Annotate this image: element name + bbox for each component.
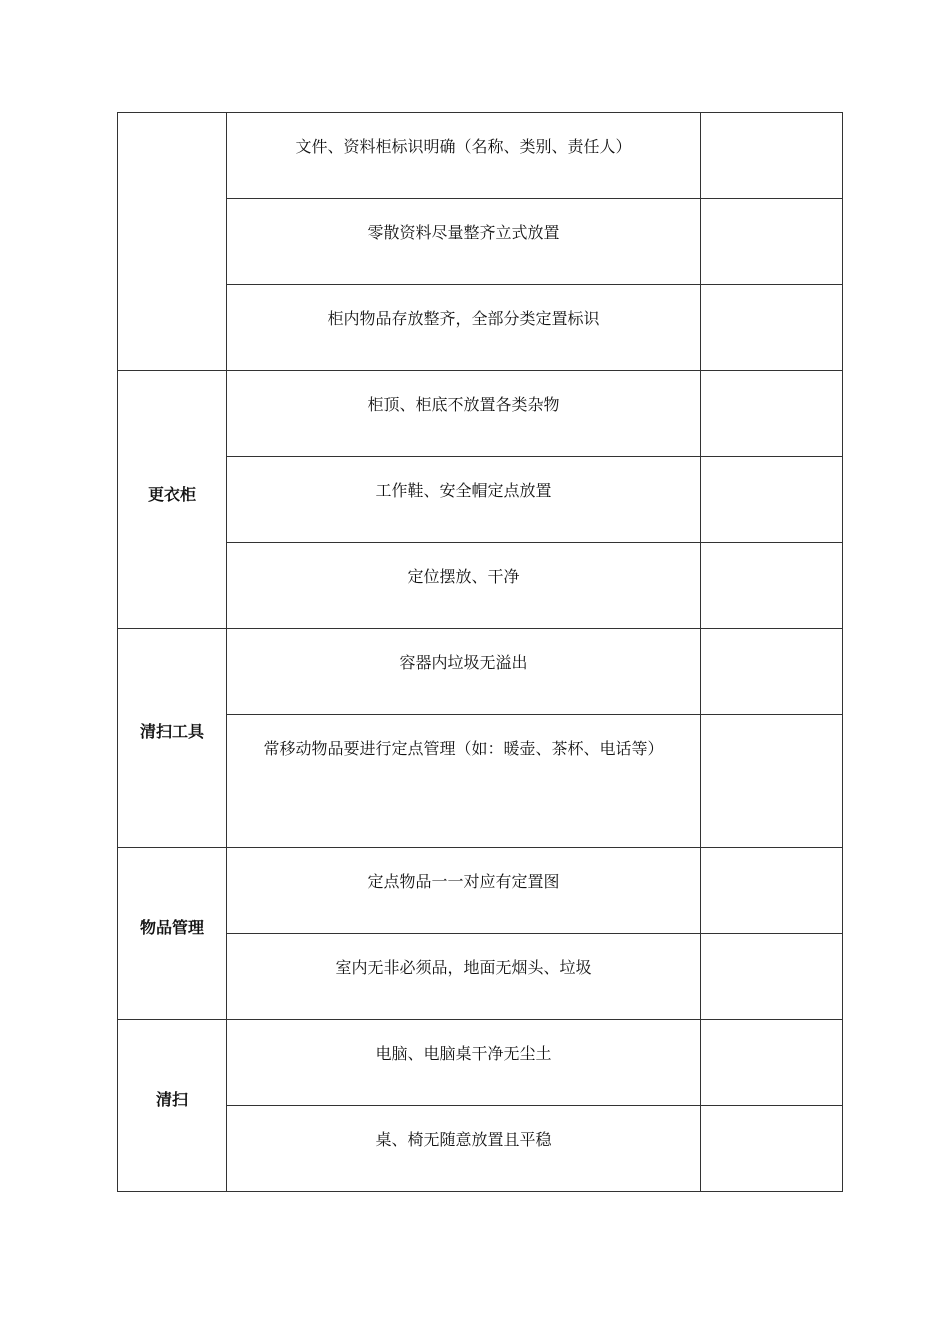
- category-label: 清扫工具: [139, 722, 204, 741]
- table-row: [118, 934, 843, 1020]
- score-cell[interactable]: [701, 1020, 843, 1106]
- check-item-text: 柜内物品存放整齐，全部分类定置标识: [327, 309, 600, 328]
- table-row: [118, 113, 843, 199]
- check-item-text: 室内无非必须品，地面无烟头、垃圾: [335, 958, 592, 977]
- score-cell[interactable]: [701, 113, 843, 199]
- table-row: [118, 199, 843, 285]
- check-item-text: 工作鞋、安全帽定点放置: [375, 481, 552, 500]
- check-item: [227, 371, 701, 457]
- score-cell[interactable]: [701, 371, 843, 457]
- check-item: [227, 457, 701, 543]
- check-item: [227, 934, 701, 1020]
- check-item: [227, 848, 701, 934]
- score-cell[interactable]: [701, 934, 843, 1020]
- check-item-text: 文件、资料柜标识明确（名称、类别、责任人）: [295, 137, 632, 156]
- category-label: 物品管理: [139, 918, 204, 937]
- check-item: [227, 199, 701, 285]
- category-cell-item-management: [118, 848, 227, 1020]
- inspection-checklist-table: [117, 112, 843, 1192]
- score-cell[interactable]: [701, 199, 843, 285]
- table-row: [118, 1106, 843, 1192]
- check-item-text: 容器内垃圾无溢出: [399, 653, 528, 672]
- check-item-text: 常移动物品要进行定点管理（如：暖壶、茶杯、电话等）: [263, 739, 664, 758]
- check-item-text: 定位摆放、干净: [407, 567, 520, 586]
- table-row: [118, 371, 843, 457]
- check-item: [227, 1020, 701, 1106]
- score-cell[interactable]: [701, 543, 843, 629]
- check-item-text: 柜顶、柜底不放置各类杂物: [367, 395, 560, 414]
- category-cell-locker: [118, 371, 227, 629]
- check-item: [227, 1106, 701, 1192]
- score-cell[interactable]: [701, 715, 843, 848]
- check-item-text: 桌、椅无随意放置且平稳: [375, 1130, 552, 1149]
- score-cell[interactable]: [701, 629, 843, 715]
- category-cell-continued: [118, 113, 227, 371]
- check-item-text: 电脑、电脑桌干净无尘土: [375, 1044, 552, 1063]
- check-item: [227, 285, 701, 371]
- check-item-text: 定点物品一一对应有定置图: [367, 872, 560, 891]
- category-label: 清扫: [155, 1090, 188, 1109]
- category-cell-cleaning: [118, 1020, 227, 1192]
- check-item: [227, 113, 701, 199]
- category-label: 更衣柜: [147, 485, 196, 504]
- score-cell[interactable]: [701, 1106, 843, 1192]
- table-row: [118, 629, 843, 715]
- table-row: [118, 285, 843, 371]
- check-item: [227, 715, 701, 848]
- score-cell[interactable]: [701, 457, 843, 543]
- table-row: [118, 848, 843, 934]
- category-cell-cleaning-tools: [118, 629, 227, 848]
- check-item: [227, 543, 701, 629]
- score-cell[interactable]: [701, 285, 843, 371]
- table-row: [118, 457, 843, 543]
- score-cell[interactable]: [701, 848, 843, 934]
- table-row: [118, 715, 843, 848]
- table-row: [118, 543, 843, 629]
- table-row: [118, 1020, 843, 1106]
- check-item-text: 零散资料尽量整齐立式放置: [367, 223, 560, 242]
- check-item: [227, 629, 701, 715]
